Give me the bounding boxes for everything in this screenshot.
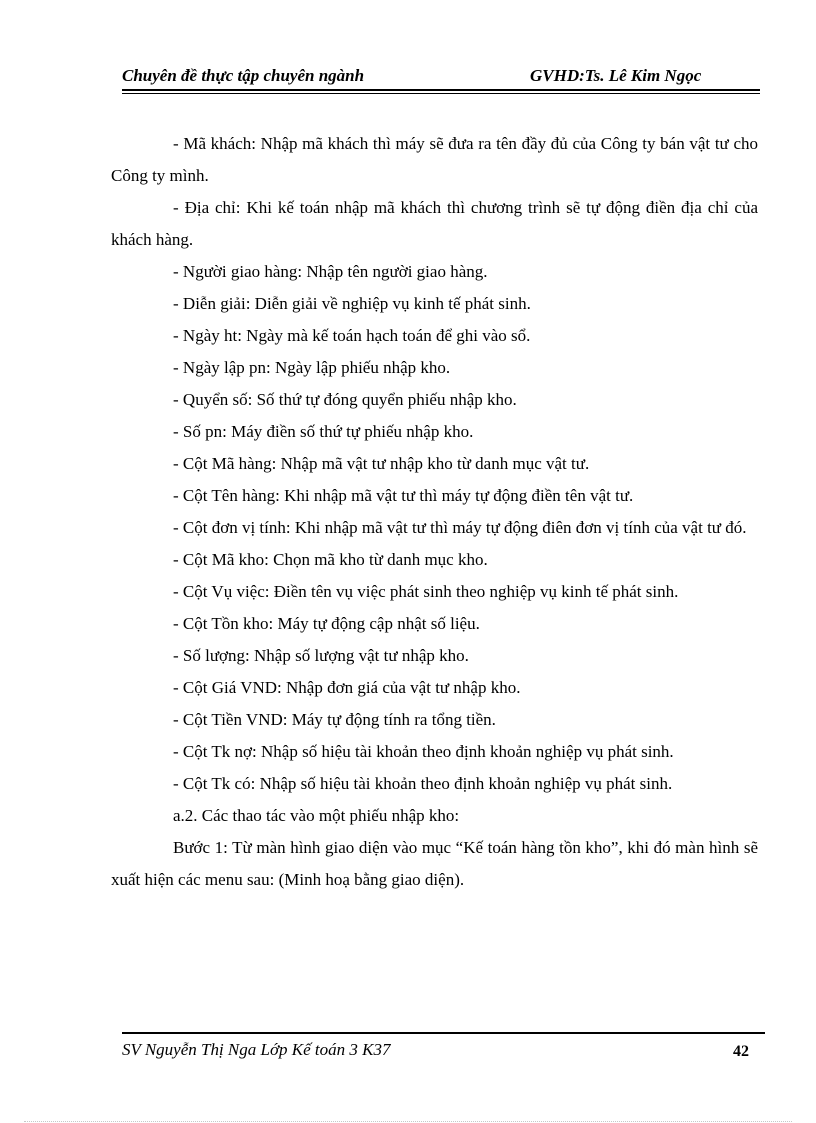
paragraph: - Cột Tk nợ: Nhập số hiệu tài khoản theo định khoản nghiệp vụ phát sinh.	[173, 742, 674, 761]
paragraph: - Người giao hàng: Nhập tên người giao hàng.	[173, 262, 488, 281]
paragraph: - Diễn giải: Diễn giải về nghiệp vụ kinh tế phát sinh.	[173, 294, 531, 313]
paragraph: - Cột Tiền VND: Máy tự động tính ra tổng tiền.	[173, 710, 496, 729]
paragraph: - Cột Tồn kho: Máy tự động cập nhật số liệu.	[173, 614, 480, 633]
paragraph: - Địa chỉ: Khi kế toán nhập mã khách thì chương trình sẽ tự động điền địa chỉ của khách hàng.	[111, 198, 758, 249]
paragraph: Bước 1: Từ màn hình giao diện vào mục “Kế toán hàng tồn kho”, khi đó màn hình sẽ xuất hiện các menu sau: (Minh hoạ bằng giao diện).	[111, 838, 758, 889]
header-title: Chuyên đề thực tập chuyên ngành	[122, 66, 365, 85]
page-number: 42	[733, 1043, 749, 1060]
paragraph: - Cột Mã hàng: Nhập mã vật tư nhập kho từ danh mục vật tư.	[173, 454, 590, 473]
paragraph: - Ngày ht: Ngày mà kế toán hạch toán để ghi vào sổ.	[173, 326, 531, 345]
footer-author: SV Nguyễn Thị Nga Lớp Kế toán 3 K37	[122, 1040, 391, 1059]
body-text	[111, 128, 758, 896]
header-supervisor: GVHD:Ts. Lê Kim Ngọc	[530, 66, 702, 85]
paragraph: - Cột Tk có: Nhập số hiệu tài khoản theo định khoản nghiệp vụ phát sinh.	[173, 774, 673, 793]
paragraph: - Ngày lập pn: Ngày lập phiếu nhập kho.	[173, 358, 451, 377]
paragraph: - Cột Giá VND: Nhập đơn giá của vật tư nhập kho.	[173, 678, 521, 697]
paragraph: - Cột Mã kho: Chọn mã kho từ danh mục kho.	[173, 550, 488, 569]
page-bottom-border	[24, 1121, 792, 1122]
paragraph: - Mã khách: Nhập mã khách thì máy sẽ đưa ra tên đầy đủ của Công ty bán vật tư cho Công ty mình.	[111, 134, 758, 185]
header-rule	[122, 89, 760, 91]
paragraph: - Cột đơn vị tính: Khi nhập mã vật tư thì máy tự động điên đơn vị tính của vật tư đó.	[173, 518, 747, 537]
paragraph: - Số lượng: Nhập số lượng vật tư nhập kho.	[173, 646, 469, 665]
footer-rule	[122, 1032, 765, 1034]
paragraph: - Cột Tên hàng: Khi nhập mã vật tư thì máy tự động điền tên vật tư.	[173, 486, 634, 505]
section-heading: a.2. Các thao tác vào một phiếu nhập kho:	[173, 806, 460, 825]
header-rule-thin	[122, 93, 760, 94]
paragraph: - Quyển số: Số thứ tự đóng quyển phiếu nhập kho.	[173, 390, 517, 409]
paragraph: - Số pn: Máy điền số thứ tự phiếu nhập kho.	[173, 422, 474, 441]
paragraph: - Cột Vụ việc: Điền tên vụ việc phát sinh theo nghiệp vụ kinh tế phát sinh.	[173, 582, 679, 601]
